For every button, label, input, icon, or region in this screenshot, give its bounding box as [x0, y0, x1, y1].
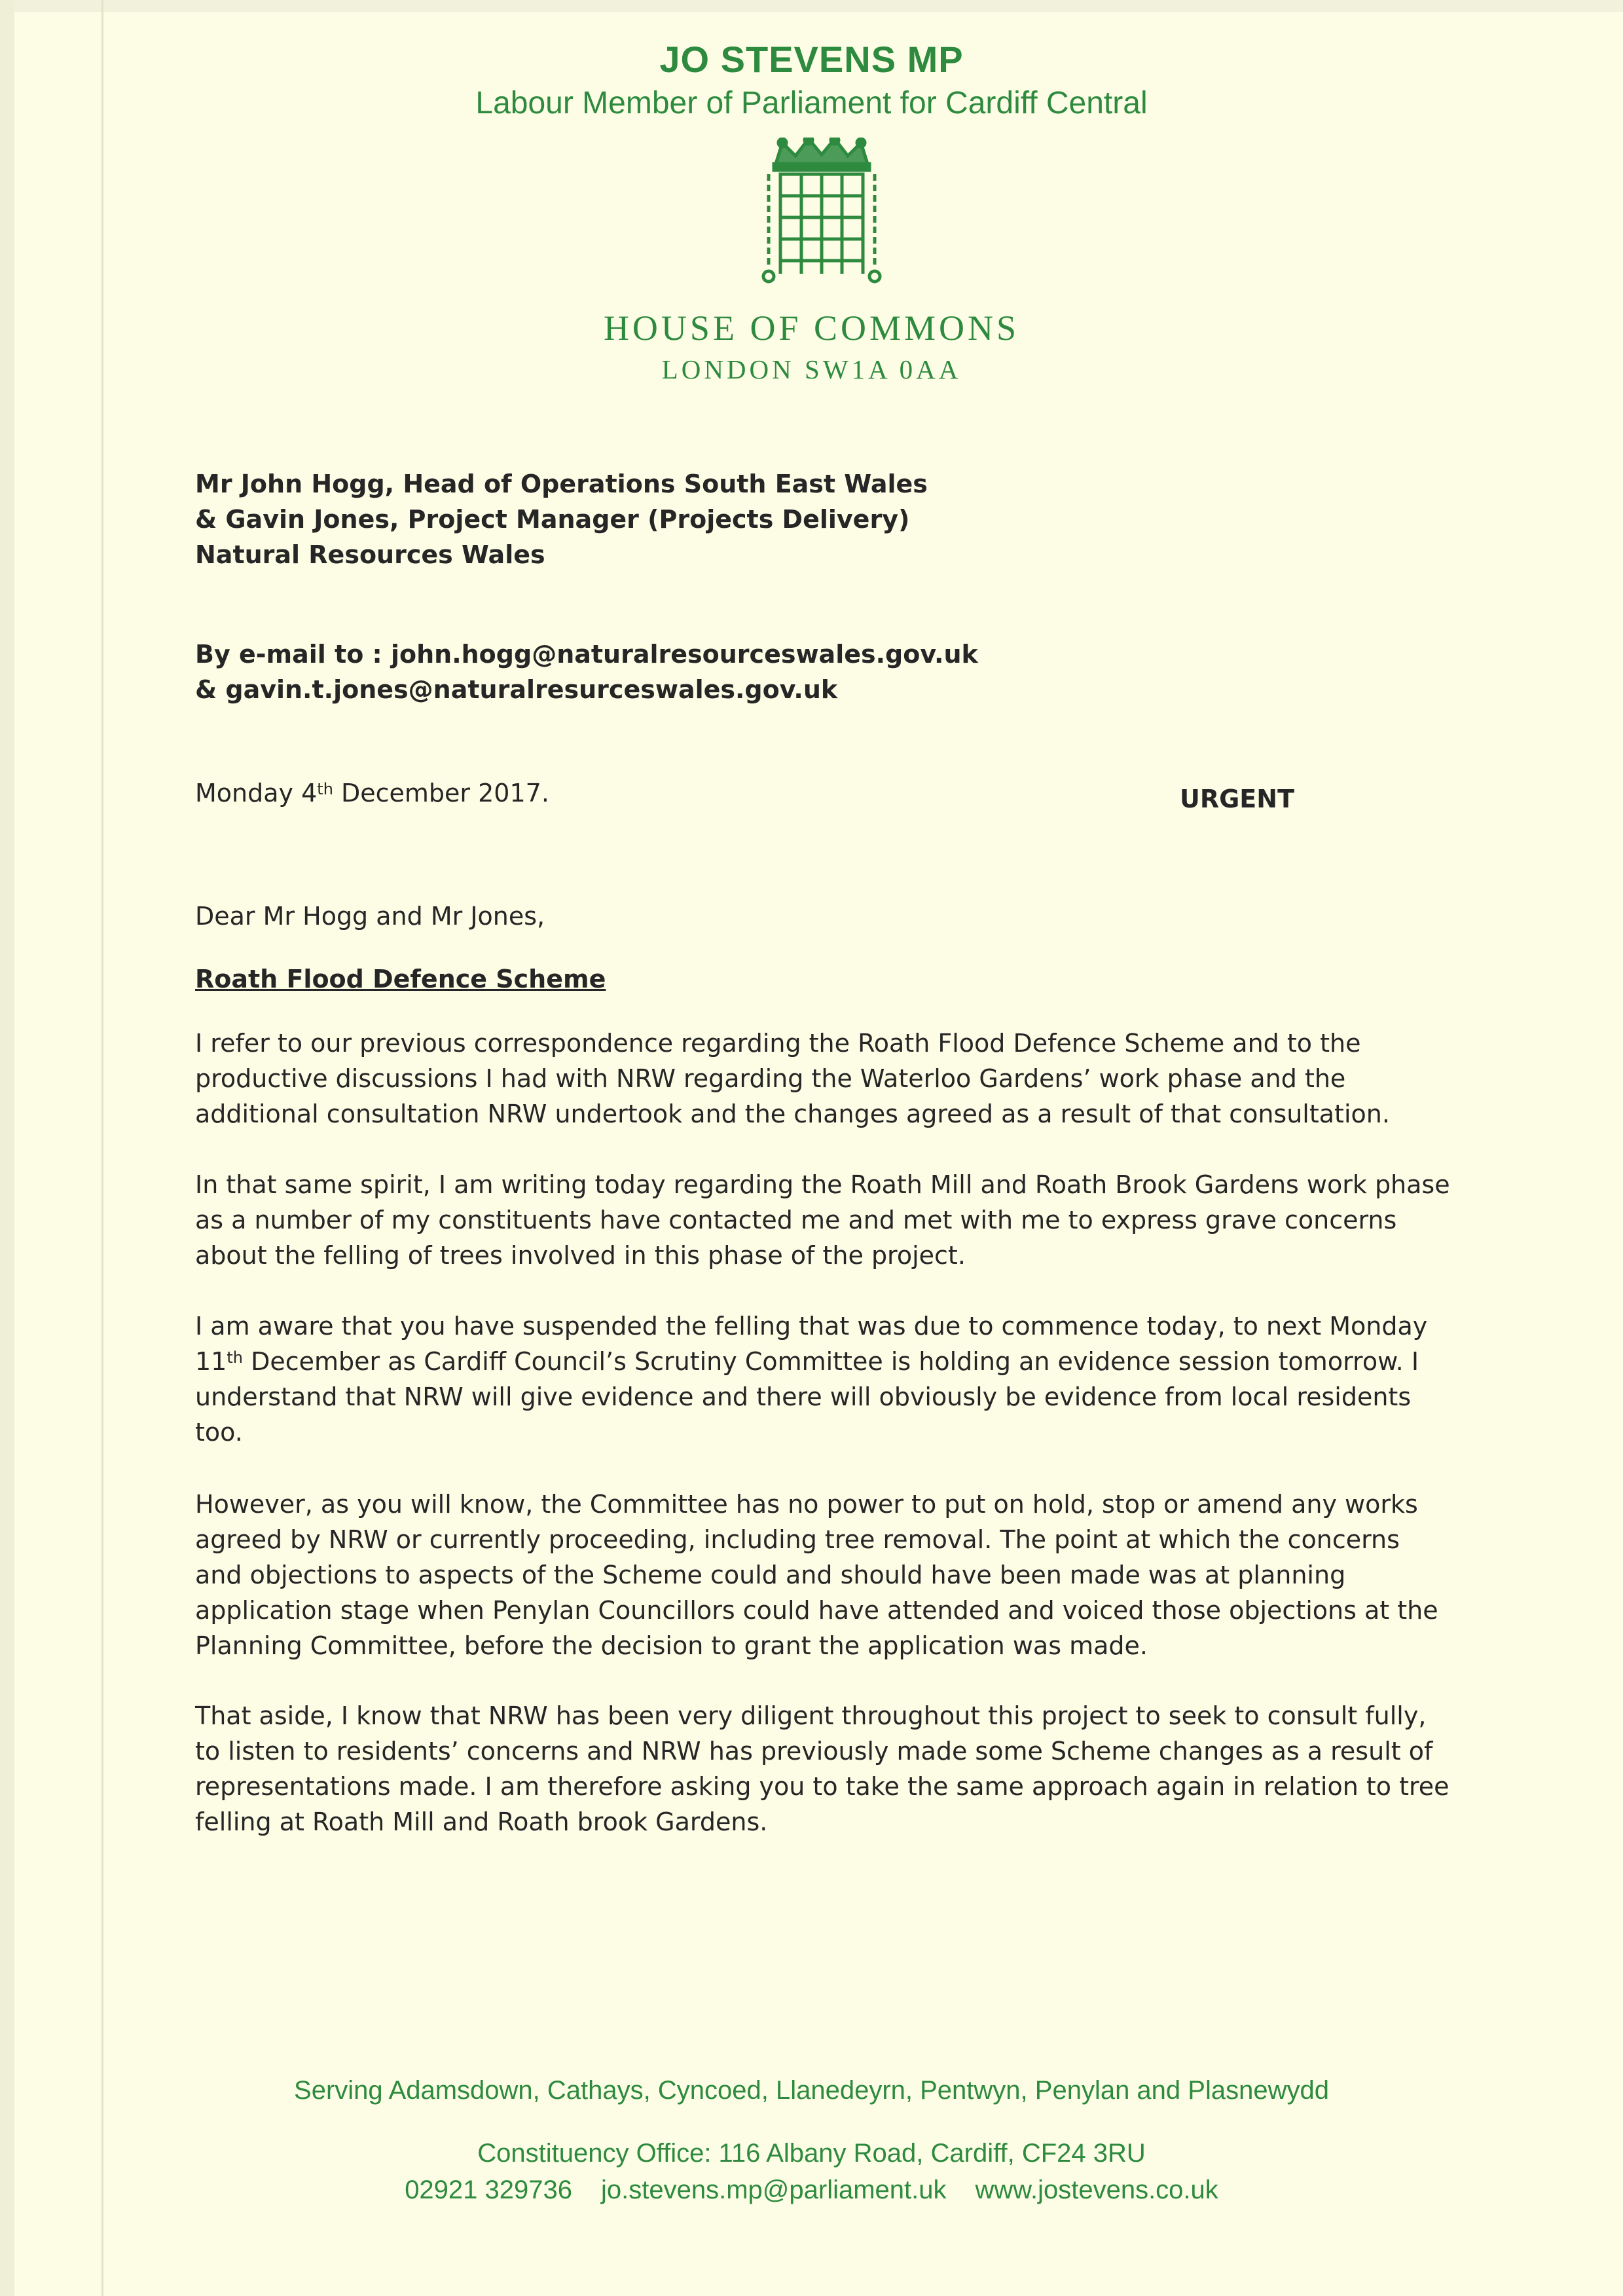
- paragraph-3: [195, 1308, 1427, 1450]
- paragraph-line: In that same spirit, I am writing today regarding the Roath Mill and Roath Brook Gardens work phase: [195, 1170, 1450, 1199]
- footer-website: www.jostevens.co.uk: [975, 2176, 1218, 2204]
- paragraph-line: about the felling of trees involved in this phase of the project.: [195, 1241, 966, 1270]
- paragraph-2: [195, 1167, 1450, 1273]
- footer-phone: 02921 329736: [405, 2176, 573, 2204]
- paragraph-line: That aside, I know that NRW has been very diligent throughout this project to seek to consult fully,: [195, 1701, 1427, 1730]
- paragraph-line: [195, 1344, 1427, 1379]
- recipient-line: & Gavin Jones, Project Manager (Projects Delivery): [195, 505, 910, 534]
- footer-office: Constituency Office: 116 Albany Road, Cardiff, CF24 3RU: [477, 2139, 1146, 2168]
- paragraph-line: productive discussions I had with NRW regarding the Waterloo Gardens’ work phase and the: [195, 1064, 1346, 1093]
- paragraph-5: [195, 1698, 1450, 1840]
- paragraph-4: [195, 1487, 1438, 1663]
- email-line: & gavin.t.jones@naturalresurceswales.gov.uk: [195, 675, 838, 704]
- house-of-commons: HOUSE OF COMMONS: [603, 308, 1020, 348]
- page-top-edge: [0, 0, 1623, 12]
- date-rest: December 2017.: [333, 779, 549, 807]
- letter-date: [195, 775, 549, 811]
- paragraph-line: too.: [195, 1418, 243, 1447]
- date-suffix: th: [317, 780, 333, 798]
- paragraph-line: felling at Roath Mill and Roath brook Gardens.: [195, 1807, 768, 1836]
- paragraph-line: as a number of my constituents have contacted me and met with me to express grave concerns: [195, 1206, 1397, 1234]
- paragraph-1: [195, 1026, 1390, 1132]
- date-day: Monday 4: [195, 779, 318, 807]
- urgent-label: URGENT: [1180, 785, 1294, 813]
- paragraph-line: to listen to residents’ concerns and NRW has previously made some Scheme changes as a result of: [195, 1737, 1433, 1766]
- recipient-line: Mr John Hogg, Head of Operations South East Wales: [195, 470, 928, 498]
- paragraph-line: Planning Committee, before the decision to grant the application was made.: [195, 1631, 1148, 1660]
- paragraph-line: representations made. I am therefore asking you to take the same approach again in relation to tree: [195, 1772, 1450, 1801]
- paragraph-line: I refer to our previous correspondence regarding the Roath Flood Defence Scheme and to the: [195, 1029, 1361, 1058]
- recipient-line: Natural Resources Wales: [195, 540, 545, 569]
- paragraph-line-rest: December as Cardiff Council’s Scrutiny Committee is holding an evidence session tomorrow. I: [242, 1347, 1419, 1376]
- subject-heading: Roath Flood Defence Scheme: [195, 965, 606, 993]
- paragraph-line: additional consultation NRW undertook and the changes agreed as a result of that consultation.: [195, 1100, 1390, 1128]
- mp-name: JO STEVENS MP: [659, 39, 964, 80]
- house-address: LONDON SW1A 0AA: [661, 354, 962, 384]
- date-number: 11: [195, 1347, 227, 1376]
- paragraph-line: I am aware that you have suspended the felling that was due to commence today, to next Monday: [195, 1312, 1428, 1341]
- paragraph-line: and objections to aspects of the Scheme could and should have been made was at planning: [195, 1561, 1346, 1589]
- portcullis-icon: [759, 138, 884, 285]
- date-suffix: th: [227, 1348, 243, 1367]
- paragraph-line: agreed by NRW or currently proceeding, including tree removal. The point at which the concerns: [195, 1525, 1400, 1554]
- paragraph-line: application stage when Penylan Councillors could have attended and voiced those objections at the: [195, 1596, 1438, 1625]
- mp-role: Labour Member of Parliament for Cardiff Central: [475, 86, 1148, 120]
- paragraph-line: understand that NRW will give evidence and there will obviously be evidence from local residents: [195, 1382, 1412, 1411]
- email-line: By e-mail to : john.hogg@naturalresourceswales.gov.uk: [195, 640, 978, 669]
- email-block: [195, 637, 978, 707]
- salutation: Dear Mr Hogg and Mr Jones,: [195, 902, 545, 931]
- footer-serving: Serving Adamsdown, Cathays, Cyncoed, Llanedeyrn, Pentwyn, Penylan and Plasnewydd: [294, 2076, 1329, 2105]
- footer-email: jo.stevens.mp@parliament.uk: [601, 2176, 947, 2204]
- recipient-block: [195, 466, 928, 572]
- footer-contact: [0, 2176, 1623, 2205]
- paragraph-line: However, as you will know, the Committee has no power to put on hold, stop or amend any works: [195, 1490, 1418, 1519]
